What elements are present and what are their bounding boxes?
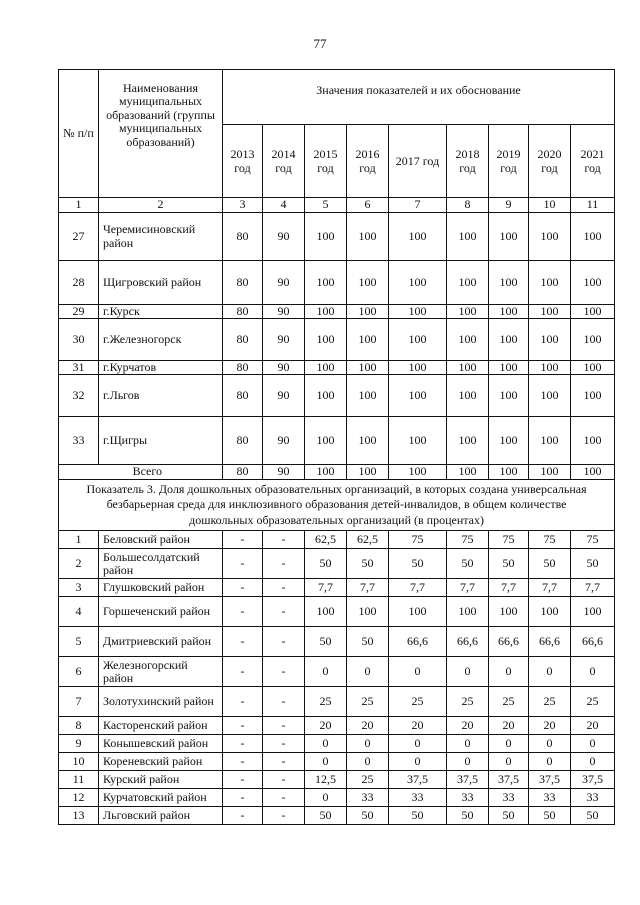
value-cell: 33 [571, 789, 615, 807]
row-number: 10 [59, 753, 99, 771]
value-cell: 7,7 [347, 579, 389, 597]
value-cell: 0 [389, 657, 447, 687]
value-cell: 50 [305, 807, 347, 825]
total-value: 100 [529, 465, 571, 479]
value-cell: - [263, 549, 305, 579]
year-header: 2017 год [389, 125, 447, 198]
value-cell: - [223, 657, 263, 687]
row-number: 5 [59, 627, 99, 657]
value-cell: 20 [489, 717, 529, 735]
value-cell: 100 [447, 261, 489, 305]
value-cell: 12,5 [305, 771, 347, 789]
value-cell: 100 [447, 319, 489, 361]
value-cell: 100 [305, 417, 347, 465]
total-value: 100 [447, 465, 489, 479]
value-cell: 37,5 [447, 771, 489, 789]
value-cell: 25 [571, 687, 615, 717]
year-header: 2021 год [571, 125, 615, 198]
value-cell: 90 [263, 319, 305, 361]
value-cell: 62,5 [305, 531, 347, 549]
value-cell: - [223, 531, 263, 549]
value-cell: 33 [347, 789, 389, 807]
value-cell: 7,7 [529, 579, 571, 597]
value-cell: - [223, 789, 263, 807]
table-row [59, 361, 615, 375]
value-cell: 100 [529, 305, 571, 319]
value-cell: 50 [489, 807, 529, 825]
value-cell: 0 [571, 753, 615, 771]
municipality-name: Железногорский район [99, 657, 223, 687]
indicators-table [58, 69, 615, 825]
value-cell: 0 [529, 735, 571, 753]
value-cell: 0 [489, 735, 529, 753]
value-cell: 50 [347, 807, 389, 825]
value-cell: 0 [347, 735, 389, 753]
municipality-name: Горшеченский район [99, 597, 223, 627]
column-numbers-row [59, 198, 615, 213]
value-cell: 0 [571, 735, 615, 753]
column-number: 10 [529, 198, 571, 213]
value-cell: 100 [571, 319, 615, 361]
year-header: 2019 год [489, 125, 529, 198]
value-cell: 100 [389, 375, 447, 417]
municipality-name: Кореневский район [99, 753, 223, 771]
column-number: 8 [447, 198, 489, 213]
indicator-3-title: Показатель 3. Доля дошкольных образовательных организаций, в которых создана универсальная безбарьерная среда для инклюзивного образования детей-инвалидов, в общем количестве дошкольных образовательных организаций (в процентах) [59, 479, 615, 531]
value-cell: 37,5 [571, 771, 615, 789]
value-cell: 0 [389, 735, 447, 753]
value-cell: 50 [571, 549, 615, 579]
total-value: 100 [571, 465, 615, 479]
value-cell: 37,5 [529, 771, 571, 789]
indicator-title-row [59, 479, 615, 531]
value-cell: 20 [305, 717, 347, 735]
value-cell: 0 [305, 753, 347, 771]
total-label: Всего [59, 465, 223, 479]
value-cell: 7,7 [447, 579, 489, 597]
value-cell: 7,7 [489, 579, 529, 597]
value-cell: 100 [447, 213, 489, 261]
value-cell: 100 [389, 597, 447, 627]
total-value: 100 [489, 465, 529, 479]
row-number: 33 [59, 417, 99, 465]
table-row [59, 375, 615, 417]
value-cell: 50 [389, 807, 447, 825]
value-cell: 90 [263, 361, 305, 375]
municipality-name: г.Курчатов [99, 361, 223, 375]
total-value: 90 [263, 465, 305, 479]
year-header: 2015 год [305, 125, 347, 198]
value-cell: 50 [305, 549, 347, 579]
value-cell: 0 [447, 753, 489, 771]
table-row [59, 807, 615, 825]
value-cell: 100 [389, 417, 447, 465]
value-cell: 100 [389, 319, 447, 361]
total-row [59, 465, 615, 479]
value-cell: - [263, 531, 305, 549]
row-number: 12 [59, 789, 99, 807]
value-cell: 100 [389, 261, 447, 305]
table-row [59, 597, 615, 627]
value-cell: - [263, 687, 305, 717]
value-cell: 25 [347, 771, 389, 789]
table-row [59, 549, 615, 579]
row-number: 31 [59, 361, 99, 375]
column-number: 2 [99, 198, 223, 213]
value-cell: 50 [347, 549, 389, 579]
municipality-name: Щигровский район [99, 261, 223, 305]
table-body [59, 213, 615, 825]
table-row [59, 531, 615, 549]
table-row [59, 753, 615, 771]
value-cell: 50 [447, 549, 489, 579]
value-cell: 100 [347, 417, 389, 465]
column-number: 11 [571, 198, 615, 213]
value-cell: 100 [447, 597, 489, 627]
value-cell: 100 [389, 361, 447, 375]
row-number: 11 [59, 771, 99, 789]
municipality-name: Черемисиновский район [99, 213, 223, 261]
value-cell: 0 [305, 789, 347, 807]
value-cell: 80 [223, 213, 263, 261]
value-cell: - [223, 549, 263, 579]
table-row [59, 657, 615, 687]
municipality-name: Курский район [99, 771, 223, 789]
row-number: 13 [59, 807, 99, 825]
value-cell: 100 [571, 305, 615, 319]
value-cell: 20 [571, 717, 615, 735]
value-cell: - [223, 753, 263, 771]
value-cell: 80 [223, 375, 263, 417]
value-cell: 100 [489, 213, 529, 261]
value-cell: 7,7 [389, 579, 447, 597]
value-cell: 100 [571, 361, 615, 375]
column-number: 4 [263, 198, 305, 213]
municipality-name: Золотухинский район [99, 687, 223, 717]
value-cell: - [223, 597, 263, 627]
value-cell: - [223, 627, 263, 657]
value-cell: 0 [347, 753, 389, 771]
value-cell: 50 [529, 549, 571, 579]
value-cell: 100 [347, 375, 389, 417]
table-row [59, 627, 615, 657]
value-cell: 50 [447, 807, 489, 825]
row-number: 3 [59, 579, 99, 597]
value-cell: 0 [571, 657, 615, 687]
value-cell: 75 [571, 531, 615, 549]
row-number: 7 [59, 687, 99, 717]
value-cell: 100 [347, 213, 389, 261]
value-cell: - [263, 789, 305, 807]
value-cell: 90 [263, 305, 305, 319]
row-number: 32 [59, 375, 99, 417]
value-cell: 0 [447, 735, 489, 753]
table-row [59, 717, 615, 735]
column-number: 6 [347, 198, 389, 213]
value-cell: 66,6 [529, 627, 571, 657]
header-num: № п/п [59, 70, 99, 198]
table-row [59, 417, 615, 465]
value-cell: 0 [389, 753, 447, 771]
value-cell: 25 [305, 687, 347, 717]
value-cell: 20 [389, 717, 447, 735]
municipality-name: Глушковский район [99, 579, 223, 597]
total-value: 100 [347, 465, 389, 479]
row-number: 27 [59, 213, 99, 261]
table-row [59, 305, 615, 319]
value-cell: 50 [529, 807, 571, 825]
municipality-name: г.Щигры [99, 417, 223, 465]
value-cell: 25 [389, 687, 447, 717]
value-cell: 100 [571, 597, 615, 627]
value-cell: 100 [529, 261, 571, 305]
municipality-name: Касторенский район [99, 717, 223, 735]
table-row [59, 261, 615, 305]
value-cell: 100 [305, 261, 347, 305]
year-header: 2016 год [347, 125, 389, 198]
value-cell: - [263, 771, 305, 789]
row-number: 2 [59, 549, 99, 579]
municipality-name: Беловский район [99, 531, 223, 549]
value-cell: 7,7 [571, 579, 615, 597]
municipality-name: г.Железногорск [99, 319, 223, 361]
value-cell: 20 [529, 717, 571, 735]
value-cell: 66,6 [571, 627, 615, 657]
value-cell: 80 [223, 305, 263, 319]
row-number: 6 [59, 657, 99, 687]
value-cell: 100 [529, 597, 571, 627]
value-cell: 100 [389, 305, 447, 319]
municipality-name: Конышевский район [99, 735, 223, 753]
column-number: 3 [223, 198, 263, 213]
value-cell: 100 [489, 597, 529, 627]
value-cell: 50 [305, 627, 347, 657]
municipality-name: Большесолдатский район [99, 549, 223, 579]
value-cell: 0 [529, 657, 571, 687]
value-cell: - [223, 735, 263, 753]
header-values: Значения показателей и их обоснование [223, 70, 615, 125]
table-row [59, 735, 615, 753]
value-cell: 66,6 [447, 627, 489, 657]
value-cell: 0 [489, 753, 529, 771]
value-cell: 100 [571, 375, 615, 417]
table-row [59, 687, 615, 717]
value-cell: 0 [305, 735, 347, 753]
value-cell: 100 [489, 375, 529, 417]
value-cell: 100 [489, 319, 529, 361]
value-cell: 62,5 [347, 531, 389, 549]
value-cell: 33 [489, 789, 529, 807]
total-value: 100 [389, 465, 447, 479]
table-row [59, 789, 615, 807]
value-cell: 100 [571, 213, 615, 261]
municipality-name: г.Курск [99, 305, 223, 319]
value-cell: 25 [347, 687, 389, 717]
row-number: 30 [59, 319, 99, 361]
value-cell: 37,5 [389, 771, 447, 789]
value-cell: 20 [447, 717, 489, 735]
value-cell: 33 [529, 789, 571, 807]
value-cell: - [263, 717, 305, 735]
year-header: 2020 год [529, 125, 571, 198]
value-cell: 25 [529, 687, 571, 717]
municipality-name: Льговский район [99, 807, 223, 825]
municipality-name: Дмитриевский район [99, 627, 223, 657]
value-cell: - [263, 807, 305, 825]
value-cell: 100 [347, 361, 389, 375]
row-number: 1 [59, 531, 99, 549]
value-cell: 100 [529, 375, 571, 417]
table-row [59, 579, 615, 597]
value-cell: 100 [305, 213, 347, 261]
table-row [59, 771, 615, 789]
row-number: 28 [59, 261, 99, 305]
value-cell: 100 [347, 597, 389, 627]
value-cell: 100 [305, 597, 347, 627]
value-cell: 100 [305, 319, 347, 361]
value-cell: - [263, 657, 305, 687]
value-cell: 100 [489, 361, 529, 375]
column-number: 5 [305, 198, 347, 213]
value-cell: 100 [571, 261, 615, 305]
value-cell: 90 [263, 417, 305, 465]
value-cell: 100 [447, 417, 489, 465]
value-cell: 90 [263, 213, 305, 261]
municipality-name: Курчатовский район [99, 789, 223, 807]
value-cell: 0 [305, 657, 347, 687]
value-cell: 25 [447, 687, 489, 717]
value-cell: 0 [529, 753, 571, 771]
value-cell: 100 [529, 361, 571, 375]
value-cell: 100 [447, 305, 489, 319]
value-cell: - [263, 627, 305, 657]
value-cell: 100 [489, 305, 529, 319]
column-number: 9 [489, 198, 529, 213]
value-cell: - [263, 735, 305, 753]
year-header: 2014 год [263, 125, 305, 198]
value-cell: 75 [529, 531, 571, 549]
column-number: 7 [389, 198, 447, 213]
value-cell: 50 [489, 549, 529, 579]
value-cell: 100 [305, 361, 347, 375]
value-cell: 100 [347, 305, 389, 319]
table-header [59, 70, 615, 213]
value-cell: 100 [489, 261, 529, 305]
value-cell: 80 [223, 361, 263, 375]
value-cell: 100 [347, 261, 389, 305]
value-cell: 90 [263, 375, 305, 417]
value-cell: 66,6 [489, 627, 529, 657]
value-cell: 100 [389, 213, 447, 261]
value-cell: 90 [263, 261, 305, 305]
value-cell: 25 [489, 687, 529, 717]
value-cell: - [223, 687, 263, 717]
value-cell: 80 [223, 261, 263, 305]
value-cell: 100 [529, 417, 571, 465]
value-cell: 100 [529, 319, 571, 361]
value-cell: - [223, 807, 263, 825]
year-header: 2013 год [223, 125, 263, 198]
value-cell: 0 [489, 657, 529, 687]
table-row [59, 319, 615, 361]
value-cell: 50 [389, 549, 447, 579]
value-cell: - [223, 717, 263, 735]
row-number: 29 [59, 305, 99, 319]
value-cell: 20 [347, 717, 389, 735]
value-cell: 0 [447, 657, 489, 687]
table-row [59, 213, 615, 261]
value-cell: - [223, 579, 263, 597]
value-cell: 50 [571, 807, 615, 825]
row-number: 4 [59, 597, 99, 627]
row-number: 8 [59, 717, 99, 735]
value-cell: 33 [447, 789, 489, 807]
municipality-name: г.Льгов [99, 375, 223, 417]
value-cell: 100 [305, 305, 347, 319]
value-cell: 37,5 [489, 771, 529, 789]
value-cell: 75 [389, 531, 447, 549]
value-cell: 50 [347, 627, 389, 657]
page-number: 77 [313, 36, 327, 51]
year-header: 2018 год [447, 125, 489, 198]
value-cell: 100 [347, 319, 389, 361]
value-cell: - [263, 579, 305, 597]
header-name: Наименования муниципальных образований (группы муниципальных образований) [99, 70, 223, 198]
column-number: 1 [59, 198, 99, 213]
value-cell: 66,6 [389, 627, 447, 657]
value-cell: - [223, 771, 263, 789]
value-cell: 80 [223, 319, 263, 361]
value-cell: 7,7 [305, 579, 347, 597]
total-value: 100 [305, 465, 347, 479]
total-value: 80 [223, 465, 263, 479]
row-number: 9 [59, 735, 99, 753]
value-cell: 75 [489, 531, 529, 549]
value-cell: 0 [347, 657, 389, 687]
value-cell: 33 [389, 789, 447, 807]
value-cell: 75 [447, 531, 489, 549]
value-cell: 100 [529, 213, 571, 261]
value-cell: - [263, 597, 305, 627]
value-cell: 100 [305, 375, 347, 417]
value-cell: 100 [447, 361, 489, 375]
value-cell: 100 [571, 417, 615, 465]
value-cell: 100 [489, 417, 529, 465]
value-cell: 80 [223, 417, 263, 465]
value-cell: 100 [447, 375, 489, 417]
value-cell: - [263, 753, 305, 771]
